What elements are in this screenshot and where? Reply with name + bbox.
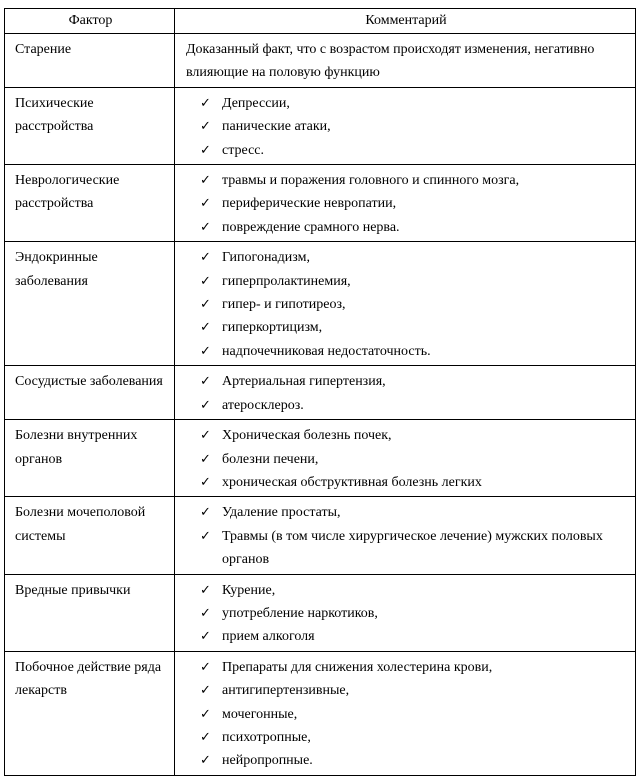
factor-cell: Болезни мочеполовой системы — [5, 497, 175, 574]
factor-cell: Психические расстройства — [5, 87, 175, 164]
checkmark-icon: ✓ — [200, 683, 211, 699]
list-item-text: атеросклероз. — [222, 397, 304, 413]
factor-cell: Неврологические расстройства — [5, 165, 175, 242]
checkmark-icon: ✓ — [200, 753, 211, 769]
table-row — [5, 165, 636, 242]
list-item — [200, 370, 629, 393]
list-item-text: употребление наркотиков, — [222, 605, 378, 621]
list-item-text: Курение, — [222, 582, 276, 598]
list-item-text: гиперкортицизм, — [222, 320, 323, 336]
list-item — [200, 340, 629, 363]
list-item — [200, 579, 629, 602]
list-item-text: мочегонные, — [222, 706, 298, 722]
list-item-text: панические атаки, — [222, 119, 331, 135]
factor-cell: Болезни внутренних органов — [5, 420, 175, 497]
list-item-text: психотропные, — [222, 729, 311, 745]
table-header-row — [5, 9, 636, 34]
list-item-text: Хроническая болезнь почек, — [222, 428, 392, 444]
factor-cell: Сосудистые заболевания — [5, 366, 175, 420]
list-item — [200, 169, 629, 192]
table-row — [5, 366, 636, 420]
checkmark-icon: ✓ — [200, 629, 211, 645]
list-item — [200, 394, 629, 417]
table-row — [5, 87, 636, 164]
list-item — [200, 448, 629, 471]
list-item-text: периферические невропатии, — [222, 196, 397, 212]
checkmark-icon: ✓ — [200, 142, 211, 158]
checkmark-icon: ✓ — [200, 505, 211, 521]
list-item-text: Артериальная гипертензия, — [222, 374, 386, 390]
checkmark-icon: ✓ — [200, 95, 211, 111]
list-item-text: Травмы (в том числе хирургическое лечение) мужских половых органов — [222, 528, 603, 568]
list-item — [200, 625, 629, 648]
header-comment: Комментарий — [175, 9, 636, 34]
list-item — [200, 139, 629, 162]
comment-list — [186, 501, 629, 571]
factor-cell: Старение — [5, 34, 175, 88]
list-item-text: Препараты для снижения холестерина крови, — [222, 659, 493, 675]
comment-list — [186, 656, 629, 773]
list-item — [200, 92, 629, 115]
list-item-text: антигипертензивные, — [222, 683, 350, 699]
checkmark-icon: ✓ — [200, 219, 211, 235]
comment-list — [186, 246, 629, 363]
list-item — [200, 115, 629, 138]
table-row — [5, 651, 636, 775]
comment-list — [186, 579, 629, 649]
checkmark-icon: ✓ — [200, 119, 211, 135]
checkmark-icon: ✓ — [200, 273, 211, 289]
header-factor: Фактор — [5, 9, 175, 34]
checkmark-icon: ✓ — [200, 428, 211, 444]
list-item — [200, 656, 629, 679]
list-item — [200, 424, 629, 447]
list-item-text: хроническая обструктивная болезнь легких — [222, 474, 482, 490]
comment-cell — [175, 420, 636, 497]
checkmark-icon: ✓ — [200, 343, 211, 359]
list-item — [200, 749, 629, 772]
list-item — [200, 602, 629, 625]
checkmark-icon: ✓ — [200, 706, 211, 722]
list-item — [200, 471, 629, 494]
list-item-text: гипер- и гипотиреоз, — [222, 297, 346, 313]
checkmark-icon: ✓ — [200, 374, 211, 390]
table-row — [5, 34, 636, 88]
factor-cell: Побочное действие ряда лекарств — [5, 651, 175, 775]
factor-cell: Вредные привычки — [5, 574, 175, 651]
list-item — [200, 270, 629, 293]
factor-cell: Эндокринные заболевания — [5, 242, 175, 366]
table-row — [5, 497, 636, 574]
table-body — [5, 34, 636, 776]
comment-cell — [175, 497, 636, 574]
checkmark-icon: ✓ — [200, 397, 211, 413]
comment-cell — [175, 242, 636, 366]
list-item-text: гиперпролактинемия, — [222, 273, 351, 289]
comment-cell — [175, 574, 636, 651]
checkmark-icon: ✓ — [200, 729, 211, 745]
table-row — [5, 420, 636, 497]
factors-table — [4, 8, 636, 776]
list-item-text: повреждение срамного нерва. — [222, 219, 400, 235]
comment-list — [186, 169, 629, 239]
comment-list — [186, 92, 629, 162]
checkmark-icon: ✓ — [200, 528, 211, 544]
checkmark-icon: ✓ — [200, 474, 211, 490]
comment-list — [186, 370, 629, 417]
list-item — [200, 501, 629, 524]
checkmark-icon: ✓ — [200, 659, 211, 675]
list-item — [200, 192, 629, 215]
list-item — [200, 703, 629, 726]
checkmark-icon: ✓ — [200, 320, 211, 336]
list-item-text: нейропропные. — [222, 753, 313, 769]
list-item-text: Удаление простаты, — [222, 505, 341, 521]
list-item — [200, 216, 629, 239]
comment-text: Доказанный факт, что с возрастом происходят изменения, негативно влияющие на половую функцию — [186, 42, 595, 81]
list-item — [200, 316, 629, 339]
comment-cell — [175, 87, 636, 164]
comment-cell — [175, 651, 636, 775]
checkmark-icon: ✓ — [200, 196, 211, 212]
comment-cell — [175, 366, 636, 420]
list-item-text: болезни печени, — [222, 451, 319, 467]
list-item — [200, 679, 629, 702]
list-item-text: прием алкоголя — [222, 629, 315, 645]
list-item-text: стресс. — [222, 142, 264, 158]
checkmark-icon: ✓ — [200, 582, 211, 598]
list-item — [200, 726, 629, 749]
list-item-text: травмы и поражения головного и спинного мозга, — [222, 173, 520, 189]
table-row — [5, 242, 636, 366]
list-item — [200, 293, 629, 316]
list-item-text: Гипогонадизм, — [222, 250, 310, 266]
comment-list — [186, 424, 629, 494]
comment-cell — [175, 34, 636, 88]
checkmark-icon: ✓ — [200, 250, 211, 266]
checkmark-icon: ✓ — [200, 451, 211, 467]
checkmark-icon: ✓ — [200, 297, 211, 313]
list-item — [200, 246, 629, 269]
table-row — [5, 574, 636, 651]
list-item-text: Депрессии, — [222, 95, 290, 111]
comment-cell — [175, 165, 636, 242]
checkmark-icon: ✓ — [200, 173, 211, 189]
checkmark-icon: ✓ — [200, 605, 211, 621]
list-item — [200, 525, 629, 572]
list-item-text: надпочечниковая недостаточность. — [222, 343, 431, 359]
